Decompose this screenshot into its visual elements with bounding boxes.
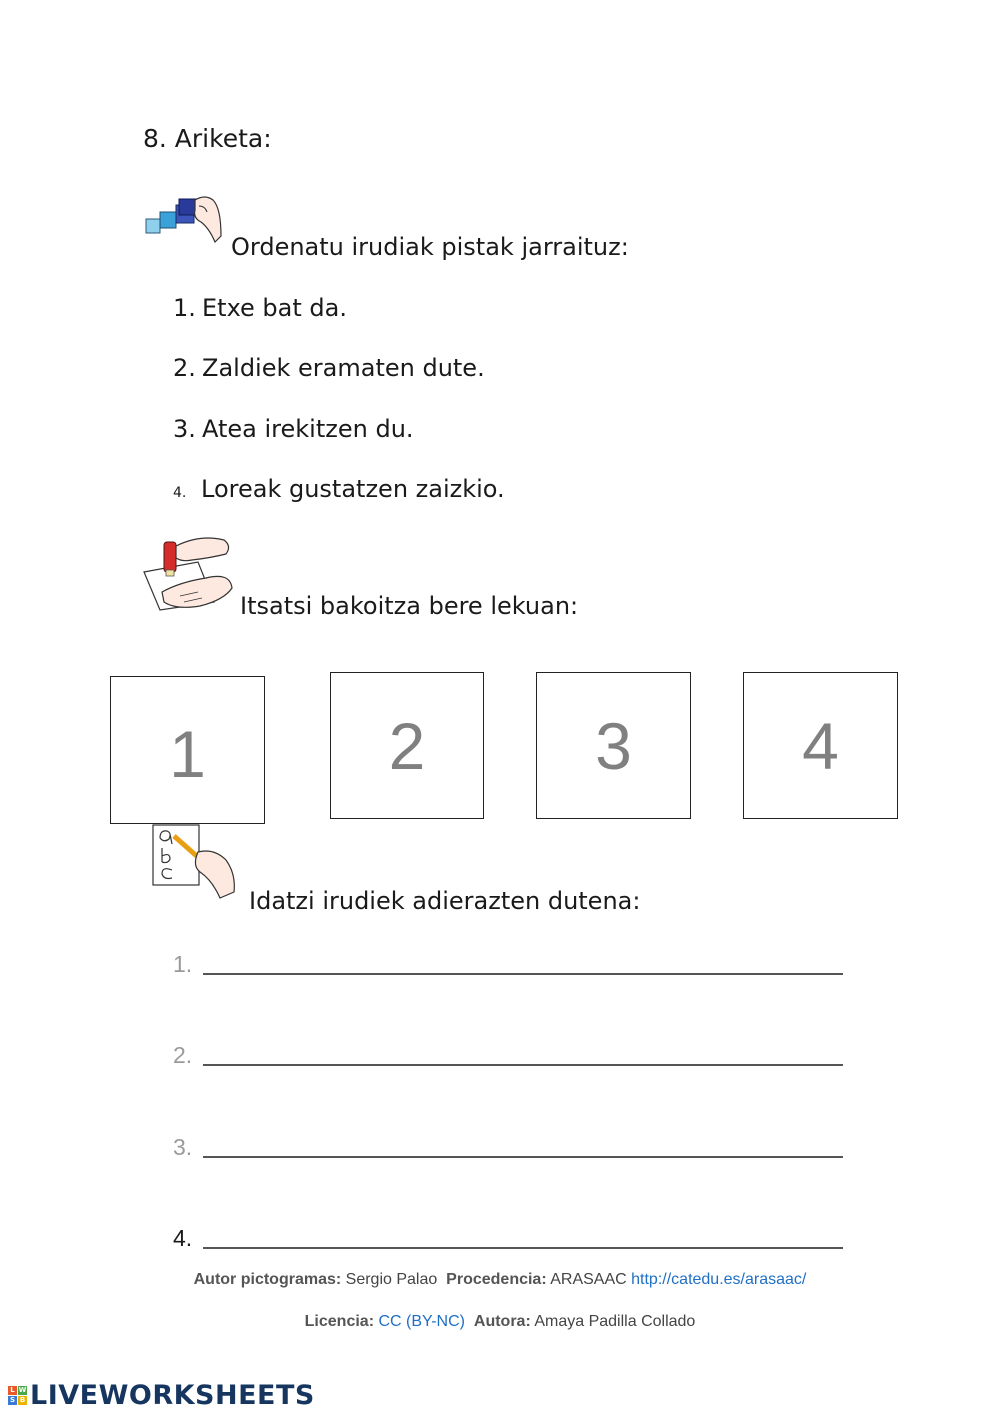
exercise-title: 8. Ariketa: bbox=[143, 124, 272, 153]
creator-value: Amaya Padilla Collado bbox=[534, 1313, 696, 1330]
clue-text: Atea irekitzen du. bbox=[202, 415, 414, 443]
line-number: 3. bbox=[173, 1134, 193, 1160]
credits-line-2 bbox=[0, 1313, 1000, 1331]
clue-item bbox=[173, 415, 414, 443]
drop-box-2[interactable] bbox=[330, 672, 484, 819]
author-value: Sergio Palao bbox=[345, 1271, 438, 1288]
drop-box-4[interactable] bbox=[743, 672, 898, 819]
cubes-hand-icon bbox=[143, 192, 223, 244]
author-label: Autor pictogramas: bbox=[193, 1271, 342, 1288]
answer-line-1[interactable] bbox=[173, 944, 843, 978]
logo-mark-icon: L W S B bbox=[9, 1386, 27, 1404]
box-number: 1 bbox=[169, 717, 206, 791]
clue-number: 3. bbox=[173, 415, 196, 443]
answer-line-4[interactable] bbox=[173, 1218, 843, 1252]
clue-text: Loreak gustatzen zaizkio. bbox=[201, 475, 505, 503]
liveworksheets-logo[interactable] bbox=[8, 1380, 315, 1411]
clue-text: Etxe bat da. bbox=[202, 294, 347, 322]
glue-stick-icon bbox=[140, 532, 236, 614]
writing-rule bbox=[203, 1247, 843, 1249]
writing-rule bbox=[203, 1064, 843, 1066]
source-value: ARASAAC bbox=[550, 1271, 627, 1288]
clue-item bbox=[173, 294, 347, 322]
clue-number: 2. bbox=[173, 354, 196, 382]
logo-text: LIVEWORKSHEETS bbox=[30, 1380, 315, 1411]
license-label: Licencia: bbox=[304, 1313, 375, 1330]
line-number: 1. bbox=[173, 951, 193, 977]
license-link[interactable]: CC (BY-NC) bbox=[378, 1313, 465, 1330]
line-number: 4. bbox=[173, 1225, 193, 1251]
clue-item bbox=[173, 475, 505, 503]
writing-rule bbox=[203, 973, 843, 975]
creator-label: Autora: bbox=[473, 1313, 531, 1330]
pencil-writing-icon bbox=[150, 822, 238, 900]
source-link[interactable]: http://catedu.es/arasaac/ bbox=[631, 1271, 807, 1288]
drop-box-1[interactable] bbox=[110, 676, 265, 824]
instruction-order: Ordenatu irudiak pistak jarraituz: bbox=[231, 233, 629, 261]
box-number: 2 bbox=[388, 708, 426, 783]
clue-number: 4. bbox=[173, 485, 187, 501]
box-number: 3 bbox=[595, 708, 632, 783]
clue-text: Zaldiek eramaten dute. bbox=[202, 354, 485, 382]
answer-line-3[interactable] bbox=[173, 1127, 843, 1161]
line-number: 2. bbox=[173, 1042, 193, 1068]
clue-number: 1. bbox=[173, 294, 196, 322]
writing-rule bbox=[203, 1156, 843, 1158]
credits-line-1 bbox=[0, 1271, 1000, 1289]
source-label: Procedencia: bbox=[446, 1271, 547, 1288]
clue-item bbox=[173, 354, 485, 382]
answer-line-2[interactable] bbox=[173, 1035, 843, 1069]
box-number: 4 bbox=[802, 708, 839, 783]
drop-box-3[interactable] bbox=[536, 672, 691, 819]
instruction-paste: Itsatsi bakoitza bere lekuan: bbox=[240, 592, 579, 620]
instruction-write: Idatzi irudiek adierazten dutena: bbox=[249, 887, 641, 915]
